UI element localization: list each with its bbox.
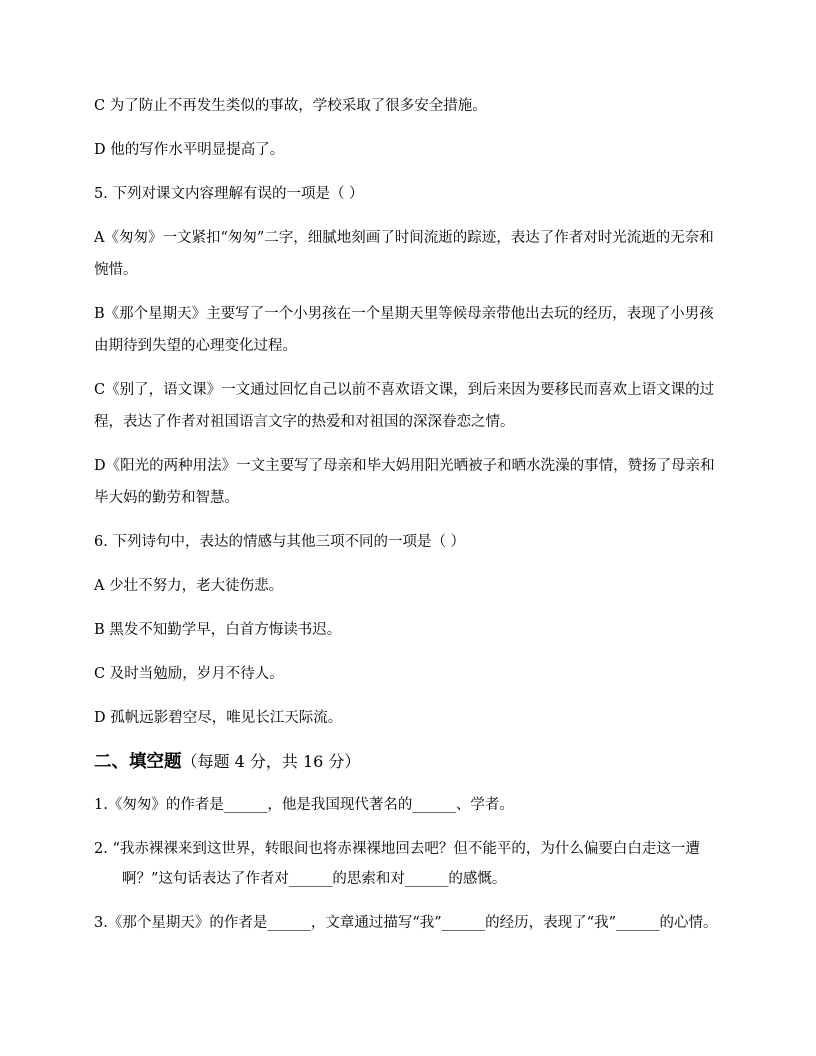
fill-blank-1: 1.《匆匆》的作者是______，他是我国现代著名的______、学者。 [94, 797, 514, 813]
q6-option-d: D 孤帆远影碧空尽，唯见长江天际流。 [94, 710, 343, 726]
section-2-heading [94, 746, 724, 778]
q5-stem: 5. 下列对课文内容理解有误的一项是（ ） [94, 186, 364, 202]
q4-option-d: D 他的写作水平明显提高了。 [94, 142, 285, 158]
document-page [94, 90, 724, 952]
section-2-title: 二、填空题 [94, 752, 182, 772]
q4-option-c: C 为了防止不再发生类似的事故，学校采取了很多安全措施。 [94, 98, 487, 114]
section-2-subtitle: （每题 4 分，共 16 分） [181, 752, 361, 771]
q6-option-a: A 少壮不努力，老大徒伤悲。 [94, 578, 284, 594]
q6-option-b: B 黑发不知勤学早，白首方悔读书迟。 [94, 622, 342, 638]
q6-option-c: C 及时当勉励，岁月不待人。 [94, 666, 284, 682]
q5-option-b: B《那个星期天》主要写了一个小男孩在一个星期天里等候母亲带他出去玩的经历，表现了小男孩由期待到失望的心理变化过程。 [94, 306, 714, 354]
q5-option-a: A《匆匆》一文紧扣“匆匆”二字，细腻地刻画了时间流逝的踪迹，表达了作者对时光流逝的无奈和惋惜。 [94, 230, 714, 278]
fill-blank-3: 3.《那个星期天》的作者是______，文章通过描写“我”______的经历，表现了“我”______的心情。 [94, 915, 718, 931]
q5-option-c: C《别了，语文课》一文通过回忆自己以前不喜欢语文课，到后来因为要移民而喜欢上语文课的过程，表达了作者对祖国语言文字的热爱和对祖国的深深眷恋之情。 [94, 382, 715, 430]
q5-option-d: D《阳光的两种用法》一文主要写了母亲和毕大妈用阳光晒被子和晒水洗澡的事情，赞扬了母亲和毕大妈的勤劳和智慧。 [94, 458, 715, 506]
q6-stem: 6. 下列诗句中，表达的情感与其他三项不同的一项是（ ） [94, 534, 466, 550]
fill-blank-2: 2. “我赤裸裸来到这世界，转眼间也将赤裸裸地回去吧？但不能平的，为什么偏要白白走这一遭啊？”这句话表达了作者对______的思索和对______的感慨。 [94, 841, 700, 887]
